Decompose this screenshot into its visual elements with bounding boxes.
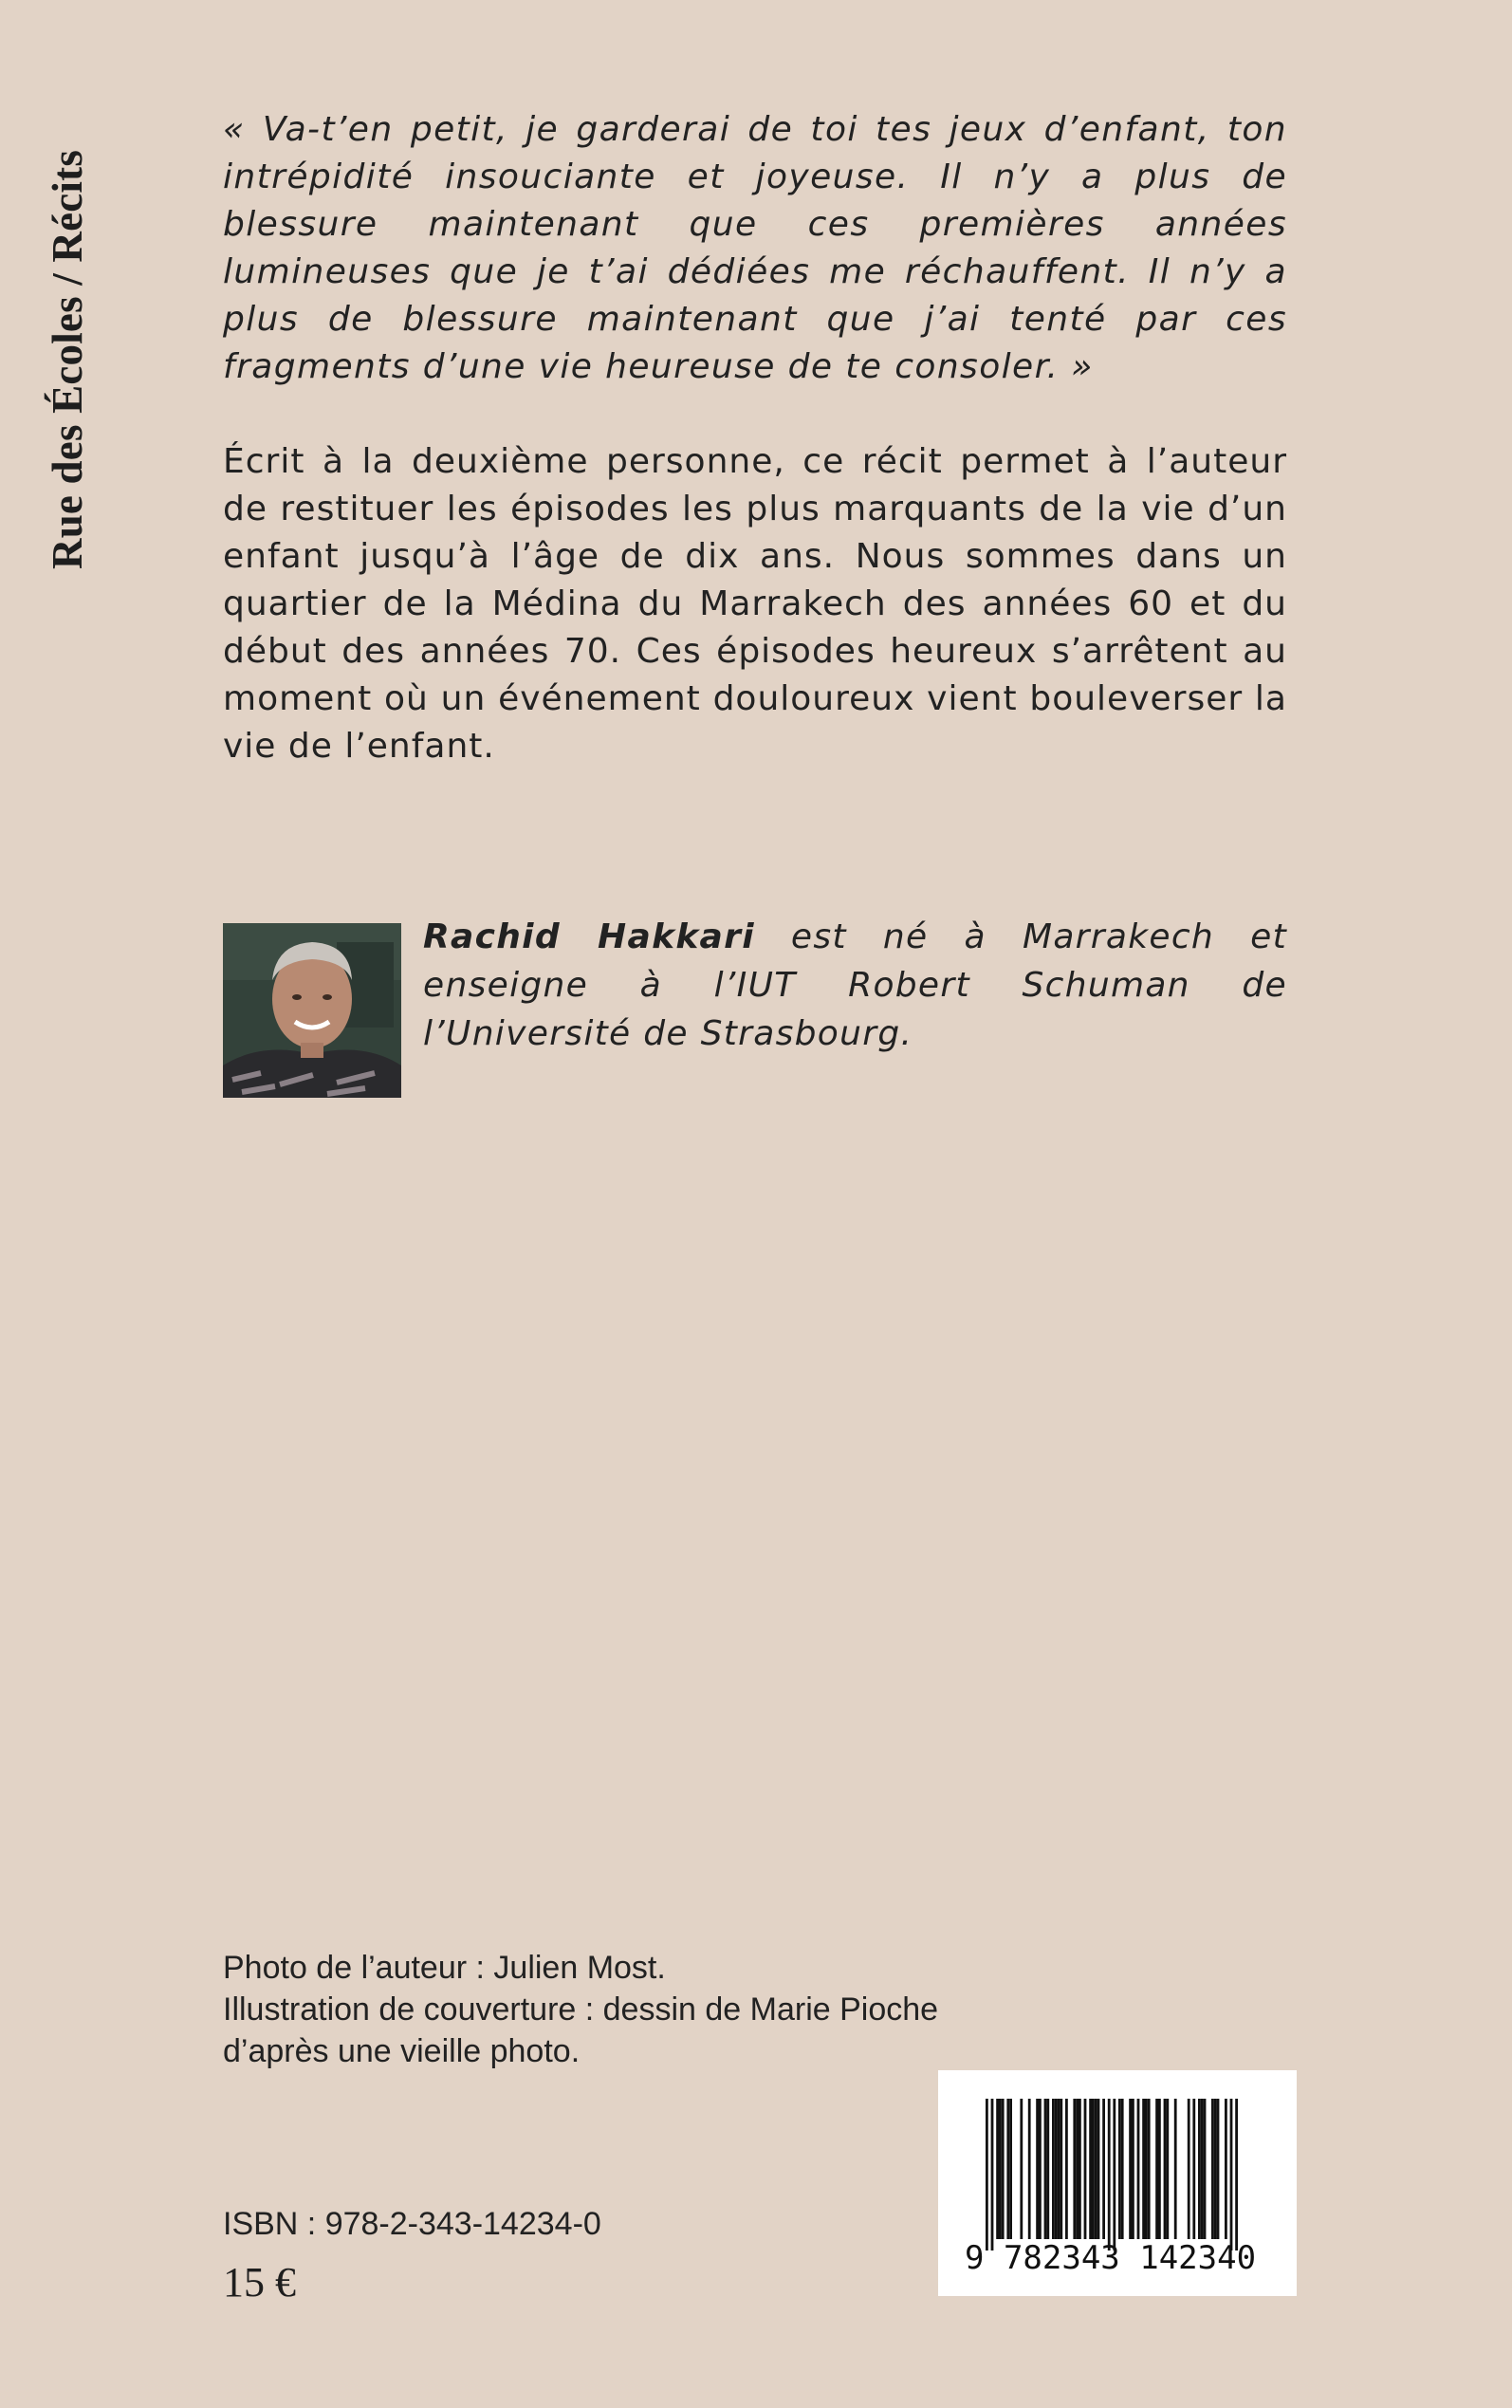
- barcode-bar: [1036, 2099, 1039, 2239]
- book-summary: Écrit à la deuxième personne, ce récit permet à l’auteur de restituer les épisodes les plus marquants de la vie d’un enfant jusqu’à l’âge de dix ans. Nous sommes dans un quartier de la Médina du Marrakech des années 60 et du début des années 70. Ces épisodes heureux s’arrêtent au moment où un événement douloureux vient bouleverser la vie de l’enfant.: [223, 442, 1287, 766]
- barcode-bar: [1046, 2099, 1049, 2239]
- barcode-bar: [1142, 2099, 1145, 2239]
- barcode-bar: [1039, 2099, 1042, 2239]
- barcode-bar: [1073, 2099, 1076, 2239]
- barcode-bar: [1188, 2099, 1190, 2239]
- barcode-bar: [1204, 2099, 1207, 2239]
- barcode-bar: [1129, 2099, 1132, 2239]
- barcode-bar: [999, 2099, 1002, 2239]
- barcode-bar: [1230, 2099, 1233, 2251]
- barcode-bar: [1076, 2099, 1079, 2239]
- author-portrait-image: [223, 923, 401, 1098]
- barcode-bar: [1192, 2099, 1195, 2239]
- barcode-bar: [986, 2099, 988, 2251]
- barcode-bar: [1065, 2099, 1068, 2239]
- price: 15 €: [223, 2259, 296, 2306]
- barcode-bar: [1164, 2099, 1167, 2239]
- barcode-bar: [1055, 2099, 1058, 2239]
- barcode-bar: [1092, 2099, 1095, 2239]
- barcode-digits: 9 782343 142340: [965, 2239, 1257, 2277]
- excerpt-quote: « Va-t’en petit, je garderai de toi tes jeux d’enfant, ton intrépidité insouciante et joyeuse. Il n’y a plus de blessure maintenant que ces premières années lumineuses que je t’ai dédiées me réchauffent. Il n’y a plus de blessure maintenant que j’ai tenté par ces fragments d’une vie heureuse de te consoler. »: [223, 110, 1287, 386]
- barcode-bar: [1097, 2099, 1100, 2239]
- barcode-bar: [1102, 2099, 1105, 2239]
- barcode-bar: [1044, 2099, 1047, 2239]
- isbn: ISBN : 978-2-343-14234-0: [223, 2206, 601, 2242]
- barcode-bar: [1020, 2099, 1023, 2239]
- barcode-bar: [1052, 2099, 1055, 2239]
- barcode-bar: [1108, 2099, 1111, 2251]
- barcode-bar: [1002, 2099, 1005, 2239]
- barcode-bar: [1089, 2099, 1092, 2239]
- barcode-bar: [1121, 2099, 1124, 2239]
- barcode-bar: [1118, 2099, 1121, 2239]
- barcode-bar: [1137, 2099, 1140, 2239]
- barcode-bar: [1214, 2099, 1217, 2239]
- barcode-bar: [1095, 2099, 1097, 2239]
- author-bio: [423, 913, 1287, 1058]
- barcode-bar: [1225, 2099, 1227, 2239]
- barcode-bar: [1198, 2099, 1201, 2239]
- barcode-bar: [1079, 2099, 1081, 2239]
- barcode-bar: [1058, 2099, 1060, 2239]
- barcode-bar: [1211, 2099, 1214, 2239]
- barcode-bar: [1174, 2099, 1177, 2239]
- credits: [223, 1947, 938, 2072]
- barcode-bar: [1006, 2099, 1009, 2239]
- series-spine-label: Rue des Écoles / Récits: [44, 149, 91, 569]
- barcode-bar: [1145, 2099, 1148, 2239]
- barcode: [938, 2070, 1297, 2296]
- barcode-bar: [1028, 2099, 1031, 2239]
- barcode-bar: [1201, 2099, 1204, 2239]
- barcode-bar: [1113, 2099, 1116, 2251]
- photo-credit: Photo de l’auteur : Julien Most.: [223, 1950, 666, 1986]
- barcode-bar: [1235, 2099, 1238, 2251]
- barcode-bar: [1155, 2099, 1158, 2239]
- illustration-credit-line-1: Illustration de couverture : dessin de Marie Pioche: [223, 1991, 939, 2028]
- barcode-bar: [1217, 2099, 1220, 2239]
- barcode-bar: [1166, 2099, 1169, 2239]
- illustration-credit-line-2: d’après une vieille photo.: [223, 2033, 581, 2069]
- author-name: Rachid Hakkari: [423, 917, 755, 956]
- barcode-bar: [1084, 2099, 1087, 2239]
- barcode-bar: [1132, 2099, 1134, 2239]
- barcode-bar: [1060, 2099, 1062, 2239]
- author-photo: [223, 923, 401, 1098]
- barcode-bar: [1158, 2099, 1161, 2239]
- barcode-bar: [996, 2099, 999, 2239]
- author-bio-text: est né à Marrakech et enseigne à l’IUT Robert Schuman de l’Université de Strasbourg.: [423, 917, 1287, 1053]
- barcode-bar: [991, 2099, 994, 2251]
- barcode-bar: [1148, 2099, 1151, 2239]
- barcode-bar: [1009, 2099, 1012, 2239]
